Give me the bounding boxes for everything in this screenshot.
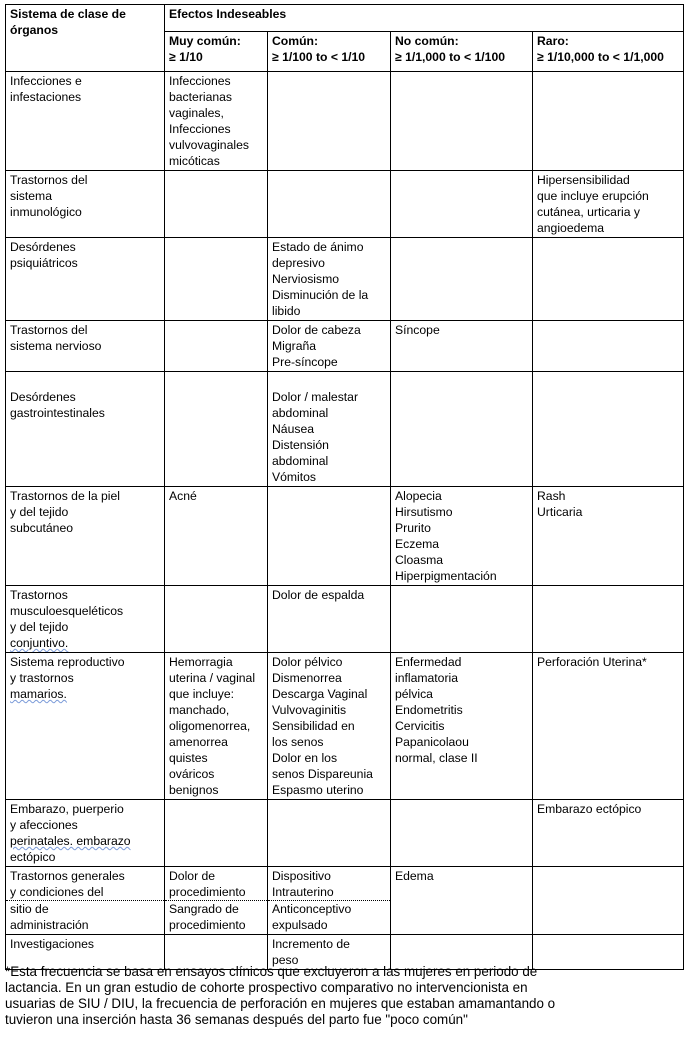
cell-very-common <box>165 171 268 238</box>
cell-organ: Desórdenes psiquiátricos <box>6 238 165 321</box>
adverse-effects-table <box>5 4 684 970</box>
table-row <box>6 372 684 487</box>
cell-very-common <box>165 321 268 372</box>
footnote-line: *Esta frecuencia se basa en ensayos clínicos que excluyeron a las mujeres en periodo de <box>5 964 538 979</box>
cell-common <box>268 171 391 238</box>
cell-rare <box>533 72 684 171</box>
cell-common: Estado de ánimo depresivo Nerviosismo Disminución de la libido <box>268 238 391 321</box>
table-row <box>6 653 684 800</box>
table-row <box>6 238 684 321</box>
footnote-line: usuarias de SIU / DIU, la frecuencia de perforación en mujeres que estaban amamantando o <box>5 996 556 1011</box>
cell-common <box>268 72 391 171</box>
footnote-line: tuvieron una inserción hasta 36 semanas después del parto fue "poco común" <box>5 1012 468 1027</box>
cell-rare: Embarazo ectópico <box>533 800 684 867</box>
table-row <box>6 800 684 867</box>
cell-uncommon: Síncope <box>391 321 533 372</box>
cell-rare <box>533 372 684 487</box>
header-common: Común: ≥ 1/100 to < 1/10 <box>268 32 391 72</box>
header-very-common: Muy común: ≥ 1/10 <box>165 32 268 72</box>
header-rare: Raro: ≥ 1/10,000 to < 1/1,000 <box>533 32 684 72</box>
header-effects: Efectos Indeseables <box>165 5 684 32</box>
cell-very-common: Acné <box>165 487 268 586</box>
cell-rare: Hipersensibilidad que incluye erupción cutánea, urticaria y angioedema <box>533 171 684 238</box>
cell-common: Dolor de espalda <box>268 586 391 653</box>
cell-rare: Perforación Uterina* <box>533 653 684 800</box>
cell-common: Incremento de peso <box>268 935 391 970</box>
table-row <box>6 171 684 238</box>
cell-rare <box>533 586 684 653</box>
cell-common: Dolor de cabeza Migraña Pre-síncope <box>268 321 391 372</box>
cell-organ: Sistema reproductivo y trastornos mamarios. <box>6 653 165 800</box>
cell-organ: Trastornos del sistema inmunológico <box>6 171 165 238</box>
cell-uncommon: Enfermedad inflamatoria pélvica Endometritis Cervicitis Papanicolaou normal, clase II <box>391 653 533 800</box>
cell-organ: Trastornos de la piel y del tejido subcutáneo <box>6 487 165 586</box>
cell-rare <box>533 321 684 372</box>
header-organ-class: Sistema de clase de órganos <box>6 5 165 72</box>
cell-organ: Trastornos del sistema nervioso <box>6 321 165 372</box>
header-uncommon: No común: ≥ 1/1,000 to < 1/100 <box>391 32 533 72</box>
table-row <box>6 867 684 935</box>
cell-uncommon <box>391 372 533 487</box>
cell-common: Dispositivo Intrauterino Anticonceptivo expulsado <box>268 867 391 935</box>
footnote-line: lactancia. En un gran estudio de cohorte prospectivo comparativo no intervencionista en <box>5 980 528 995</box>
cell-organ: Desórdenes gastrointestinales <box>6 372 165 487</box>
table-row <box>6 72 684 171</box>
cell-common <box>268 487 391 586</box>
table-row <box>6 487 684 586</box>
cell-very-common: Dolor de procedimiento Sangrado de procedimiento <box>165 867 268 935</box>
cell-organ: Embarazo, puerperio y afecciones perinatales. embarazo ectópico <box>6 800 165 867</box>
cell-very-common: Infecciones bacterianas vaginales, Infecciones vulvovaginales micóticas <box>165 72 268 171</box>
cell-organ: Trastornos musculoesqueléticos y del tejido conjuntivo. <box>6 586 165 653</box>
cell-uncommon <box>391 586 533 653</box>
cell-uncommon <box>391 171 533 238</box>
cell-very-common <box>165 372 268 487</box>
cell-uncommon: Edema <box>391 867 533 935</box>
cell-uncommon <box>391 238 533 321</box>
cell-very-common <box>165 586 268 653</box>
cell-organ: Trastornos generales y condiciones del sitio de administración <box>6 867 165 935</box>
cell-rare <box>533 238 684 321</box>
cell-uncommon <box>391 800 533 867</box>
cell-uncommon: Alopecia Hirsutismo Prurito Eczema Cloasma Hiperpigmentación <box>391 487 533 586</box>
cell-rare <box>533 867 684 935</box>
cell-rare: Rash Urticaria <box>533 487 684 586</box>
cell-common <box>268 800 391 867</box>
footnote <box>5 964 675 1028</box>
table-row <box>6 321 684 372</box>
cell-organ: Infecciones e infestaciones <box>6 72 165 171</box>
cell-very-common: Hemorragia uterina / vaginal que incluye: manchado, oligomenorrea, amenorrea quistes ováricos benignos <box>165 653 268 800</box>
cell-common: Dolor / malestar abdominal Náusea Distensión abdominal Vómitos <box>268 372 391 487</box>
cell-common: Dolor pélvico Dismenorrea Descarga Vaginal Vulvovaginitis Sensibilidad en los senos Dolor en los senos Dispareunia Espasmo uterino <box>268 653 391 800</box>
cell-very-common <box>165 238 268 321</box>
cell-uncommon <box>391 72 533 171</box>
cell-organ: Investigaciones <box>6 935 165 970</box>
table-row <box>6 586 684 653</box>
cell-very-common <box>165 800 268 867</box>
